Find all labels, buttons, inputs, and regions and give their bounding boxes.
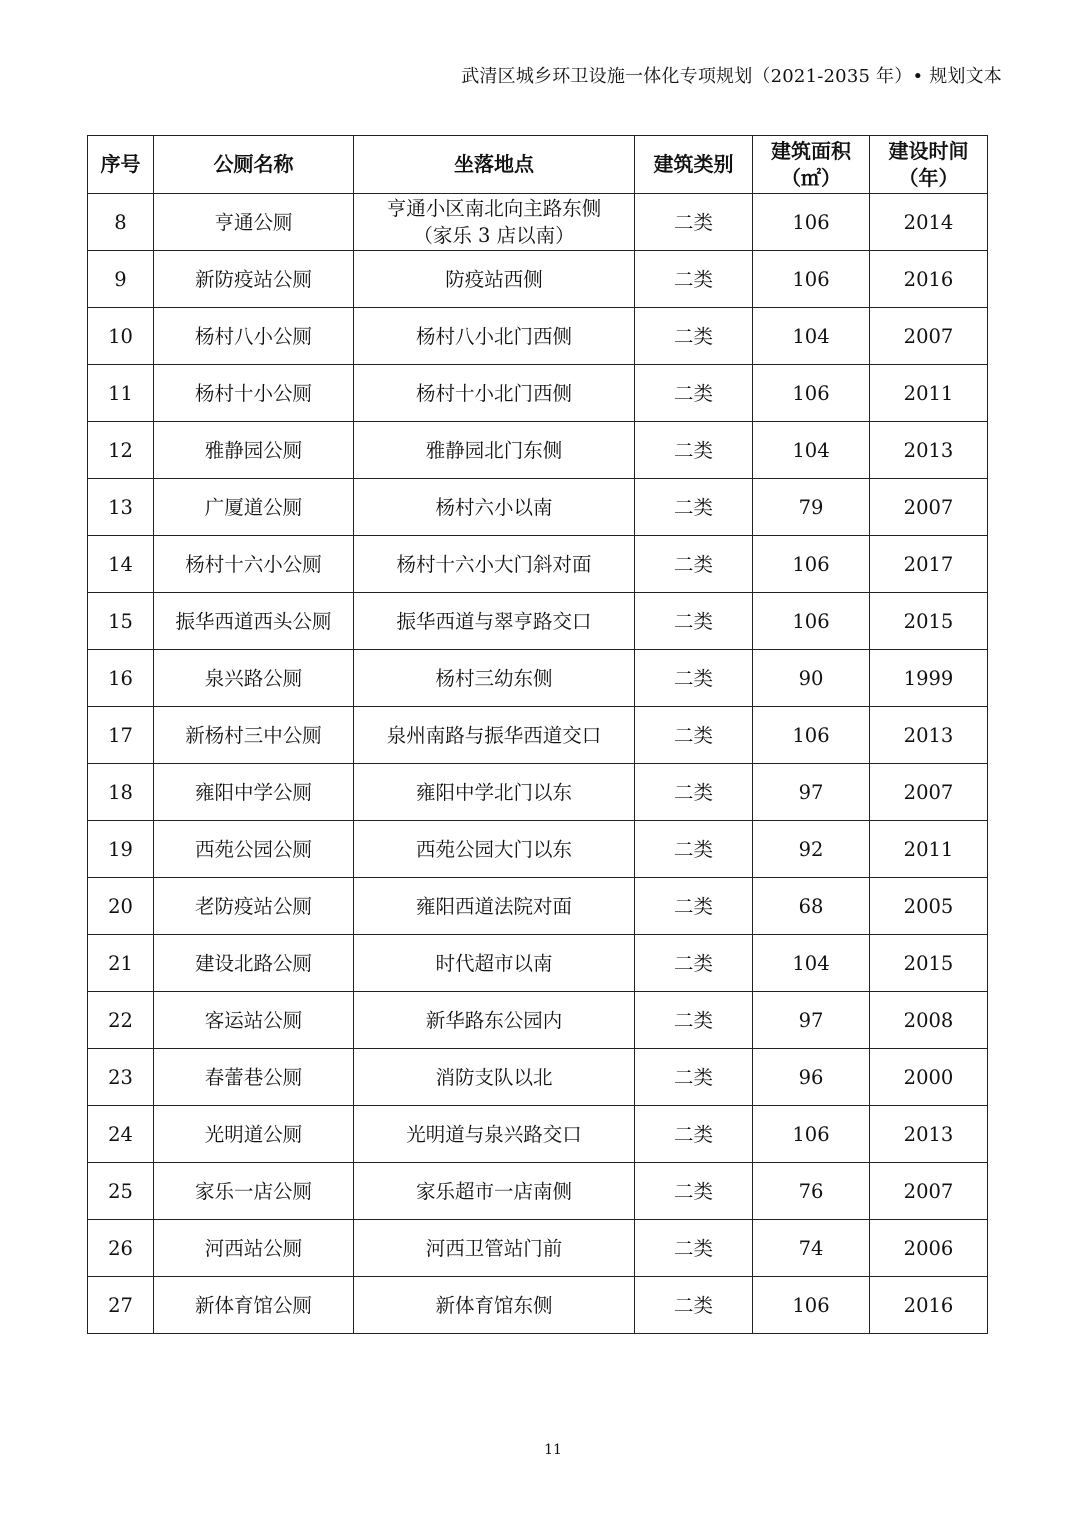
cell-category: 二类 [635,365,753,422]
table-row [88,1106,988,1163]
cell-year: 2015 [870,593,988,650]
cell-location: 杨村六小以南 [354,479,635,536]
table-row [88,365,988,422]
cell-category: 二类 [635,764,753,821]
cell-name: 雅静园公厕 [154,422,354,479]
cell-area: 74 [753,1220,870,1277]
cell-area: 106 [753,365,870,422]
cell-year: 2016 [870,1277,988,1334]
cell-category: 二类 [635,422,753,479]
table-row [88,1049,988,1106]
cell-index: 27 [88,1277,154,1334]
cell-index: 24 [88,1106,154,1163]
table-row [88,479,988,536]
cell-location: 时代超市以南 [354,935,635,992]
cell-name: 客运站公厕 [154,992,354,1049]
cell-category: 二类 [635,878,753,935]
cell-category: 二类 [635,1277,753,1334]
table-row [88,992,988,1049]
cell-category: 二类 [635,251,753,308]
cell-location: 杨村八小北门西侧 [354,308,635,365]
cell-name: 泉兴路公厕 [154,650,354,707]
cell-location-line: 亨通小区南北向主路东侧 [386,197,602,220]
table-row [88,1220,988,1277]
column-header-location: 坐落地点 [354,136,635,194]
table-row [88,194,988,251]
table-row [88,536,988,593]
cell-area: 106 [753,536,870,593]
table-row [88,821,988,878]
cell-year: 2011 [870,365,988,422]
column-header-index: 序号 [88,136,154,194]
cell-location: 新华路东公园内 [354,992,635,1049]
cell-location-line: （家乐 3 店以南） [413,224,575,247]
cell-index: 13 [88,479,154,536]
cell-area: 104 [753,935,870,992]
cell-index: 21 [88,935,154,992]
cell-location [354,194,635,251]
cell-category: 二类 [635,1106,753,1163]
cell-area: 104 [753,422,870,479]
cell-area: 90 [753,650,870,707]
cell-year: 2015 [870,935,988,992]
cell-category: 二类 [635,1163,753,1220]
cell-location: 西苑公园大门以东 [354,821,635,878]
cell-index: 17 [88,707,154,764]
cell-category: 二类 [635,935,753,992]
cell-index: 9 [88,251,154,308]
cell-name: 新体育馆公厕 [154,1277,354,1334]
table-row [88,935,988,992]
cell-name: 光明道公厕 [154,1106,354,1163]
cell-name: 杨村十六小公厕 [154,536,354,593]
cell-index: 26 [88,1220,154,1277]
cell-year: 2007 [870,479,988,536]
cell-location: 杨村三幼东侧 [354,650,635,707]
page-header: 武清区城乡环卫设施一体化专项规划（2021-2035 年）• 规划文本 [461,66,1002,87]
cell-category: 二类 [635,1220,753,1277]
cell-name: 杨村十小公厕 [154,365,354,422]
column-header-year [870,136,988,194]
cell-area: 68 [753,878,870,935]
cell-area: 79 [753,479,870,536]
table-row [88,764,988,821]
table-header-row [88,136,988,194]
cell-category: 二类 [635,992,753,1049]
cell-year: 2007 [870,764,988,821]
cell-name: 新防疫站公厕 [154,251,354,308]
cell-year: 2013 [870,707,988,764]
cell-index: 18 [88,764,154,821]
cell-name: 家乐一店公厕 [154,1163,354,1220]
cell-location: 防疫站西侧 [354,251,635,308]
cell-location: 杨村十六小大门斜对面 [354,536,635,593]
table-row [88,707,988,764]
cell-area: 106 [753,707,870,764]
column-header-year-title: 建设时间 [888,138,969,163]
cell-year: 2017 [870,536,988,593]
cell-location: 家乐超市一店南侧 [354,1163,635,1220]
cell-name: 亨通公厕 [154,194,354,251]
cell-year: 2011 [870,821,988,878]
cell-index: 23 [88,1049,154,1106]
column-header-year-unit: （年） [898,165,959,190]
cell-category: 二类 [635,650,753,707]
table-row [88,593,988,650]
cell-index: 10 [88,308,154,365]
cell-category: 二类 [635,821,753,878]
cell-year: 2013 [870,1106,988,1163]
table-body [88,194,988,1334]
cell-name: 西苑公园公厕 [154,821,354,878]
cell-location: 消防支队以北 [354,1049,635,1106]
cell-name: 春蕾巷公厕 [154,1049,354,1106]
cell-location: 光明道与泉兴路交口 [354,1106,635,1163]
cell-name: 振华西道西头公厕 [154,593,354,650]
cell-year: 2000 [870,1049,988,1106]
cell-category: 二类 [635,536,753,593]
cell-year: 2007 [870,308,988,365]
table-row [88,1277,988,1334]
cell-location: 杨村十小北门西侧 [354,365,635,422]
cell-index: 22 [88,992,154,1049]
cell-area: 76 [753,1163,870,1220]
table-row [88,878,988,935]
column-header-area-unit: （㎡） [781,165,841,190]
cell-year: 2014 [870,194,988,251]
cell-year: 2016 [870,251,988,308]
cell-index: 19 [88,821,154,878]
table-row [88,308,988,365]
cell-name: 建设北路公厕 [154,935,354,992]
cell-area: 97 [753,764,870,821]
cell-area: 92 [753,821,870,878]
table-row [88,422,988,479]
cell-index: 20 [88,878,154,935]
cell-name: 新杨村三中公厕 [154,707,354,764]
cell-area: 106 [753,1106,870,1163]
cell-location: 雅静园北门东侧 [354,422,635,479]
cell-index: 16 [88,650,154,707]
cell-index: 11 [88,365,154,422]
cell-area: 106 [753,1277,870,1334]
cell-location: 雍阳西道法院对面 [354,878,635,935]
table-row [88,251,988,308]
table-header [88,136,988,194]
cell-name: 河西站公厕 [154,1220,354,1277]
cell-category: 二类 [635,707,753,764]
column-header-area [753,136,870,194]
cell-year: 2007 [870,1163,988,1220]
page-number: 11 [544,1442,562,1458]
table-row [88,1163,988,1220]
cell-year: 2013 [870,422,988,479]
cell-name: 广厦道公厕 [154,479,354,536]
cell-area: 97 [753,992,870,1049]
cell-name: 杨村八小公厕 [154,308,354,365]
table-row [88,650,988,707]
column-header-name: 公厕名称 [154,136,354,194]
cell-name: 雍阳中学公厕 [154,764,354,821]
cell-index: 12 [88,422,154,479]
cell-year: 2005 [870,878,988,935]
cell-location: 雍阳中学北门以东 [354,764,635,821]
cell-category: 二类 [635,194,753,251]
cell-year: 2006 [870,1220,988,1277]
cell-area: 106 [753,194,870,251]
column-header-area-title: 建筑面积 [771,138,851,163]
cell-year: 2008 [870,992,988,1049]
cell-area: 96 [753,1049,870,1106]
cell-category: 二类 [635,308,753,365]
cell-index: 14 [88,536,154,593]
cell-year: 1999 [870,650,988,707]
cell-location: 泉州南路与振华西道交口 [354,707,635,764]
cell-location: 新体育馆东侧 [354,1277,635,1334]
cell-index: 15 [88,593,154,650]
cell-area: 106 [753,593,870,650]
public-toilet-table [87,135,988,1334]
column-header-category: 建筑类别 [635,136,753,194]
cell-category: 二类 [635,479,753,536]
cell-location: 河西卫管站门前 [354,1220,635,1277]
cell-area: 106 [753,251,870,308]
cell-index: 8 [88,194,154,251]
cell-category: 二类 [635,593,753,650]
cell-category: 二类 [635,1049,753,1106]
cell-area: 104 [753,308,870,365]
cell-index: 25 [88,1163,154,1220]
cell-name: 老防疫站公厕 [154,878,354,935]
cell-location: 振华西道与翠亨路交口 [354,593,635,650]
